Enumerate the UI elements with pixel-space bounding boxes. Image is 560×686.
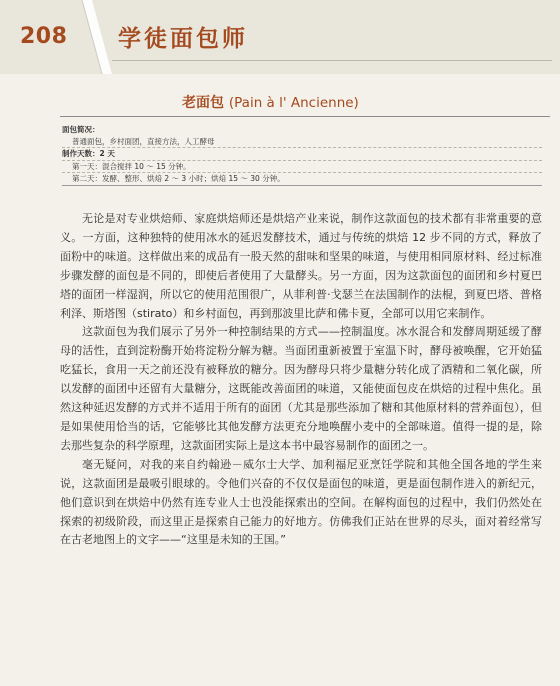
book-title: 学徒面包师	[118, 26, 248, 52]
body-text	[60, 210, 542, 550]
header-rule	[112, 60, 552, 61]
bread-info-box	[62, 124, 542, 186]
overview-label: 面包简况：	[62, 125, 100, 134]
recipe-title-fr: (Pain à l' Ancienne)	[228, 95, 359, 111]
recipe-title	[182, 92, 359, 112]
overview-text: 普通面包，乡村面团，直接方法，人工酵母	[62, 136, 542, 149]
header-divider-slash	[78, 0, 112, 74]
day2-schedule: 第二天：发酵、整形、烘焙 2 ～ 3 小时；烘焙 15 ～ 30 分钟。	[62, 173, 542, 186]
recipe-title-cn: 老面包	[182, 95, 224, 111]
paragraph-3: 毫无疑问，对我的来自约翰逊－威尔士大学、加利福尼亚烹饪学院和其他全国各地的学生来说，这款面团是最吸引眼球的。令他们兴奋的不仅仅是面包的味道，更是面包制作进入的新纪元，他们意识到在烘焙中仍然有连专业人士也没能探索出的空间。在解构面包的过程中，我们仍然处在探索的初级阶段，而这里正是探索自己能力的好地方。仿佛我们正站在世界的尽头，面对着经常写在古老地图上的文字——“这里是未知的王国。”	[60, 457, 542, 547]
page-number: 208	[20, 24, 68, 49]
paragraph-1: 无论是对专业烘焙师、家庭烘焙师还是烘焙产业来说，制作这款面包的技术都有非常重要的意义。一方面，这种独特的使用冰水的延迟发酵技术，通过与传统的烘焙 12 步不同的方式，释放了面粉中的味道。这样做出来的成品有一股天然的甜味和坚果的味道，与使用相同原材料、经过标准步骤发酵的面包是不同的，即使后者使用了大量酵头。另一方面，因为这款面包的面团和乡村夏巴塔的面团一样湿润，所以它的使用范围很广，从菲利普·戈瑟兰在法国制作的法棍，到夏巴塔、普格利泽、斯塔图（stirato）和乡村面包，再到那波里比萨和佛卡夏，全部可以用它来制作。	[60, 212, 542, 320]
paragraph-2: 这款面包为我们展示了另外一种控制结果的方式——控制温度。冰水混合和发酵周期延缓了酵母的活性，直到淀粉酶开始将淀粉分解为糖。当面团重新被置于室温下时，酵母被唤醒，它开始猛吃猛长，食用一天之前还没有被释放的糖分。因为酵母只将少量糖分转化成了酒精和二氧化碳，所以发酵的面团中还留有大量糖分，这既能改善面团的味道，又能使面包皮在烘焙的过程中焦化。虽然这种延迟发酵的方式并不适用于所有的面团（尤其是那些添加了糖和其他原材料的营养面包），但是如果使用恰当的话，它能够比其他发酵方法更充分地唤醒小麦中的全部味道。值得一提的是，除去那些复杂的科学原理，这款面团实际上是这本书中最容易制作的面团之一。	[60, 325, 542, 452]
days-label: 制作天数：2 天	[62, 148, 542, 161]
title-rule	[60, 116, 550, 117]
day1-schedule: 第一天：混合搅拌 10 ～ 15 分钟。	[62, 161, 542, 174]
